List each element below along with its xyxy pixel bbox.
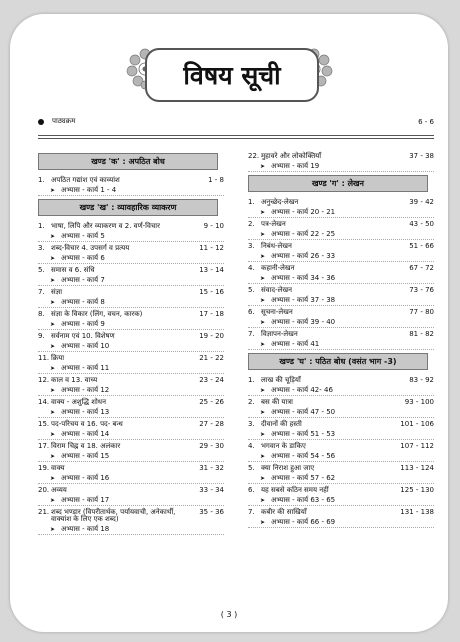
chapter-title: अनुच्छेद-लेखन: [261, 198, 299, 206]
section-heading: खण्ड 'घ' : पठित बोध (वसंत भाग -3): [248, 353, 428, 370]
arrow-right-icon: ➤: [260, 274, 266, 282]
chapter-title: समास व 6. संधि: [51, 266, 95, 274]
exercise-label: अभ्यास - कार्य 16: [61, 474, 110, 482]
chapter-pages: 101 - 106: [400, 420, 434, 428]
chapter-title: वाक्य: [51, 464, 65, 472]
toc-right-column: [248, 150, 434, 528]
chapter-number: 12.: [38, 376, 50, 384]
chapter-number: 6.: [248, 308, 255, 316]
chapter-pages: 93 - 100: [404, 398, 434, 406]
chapter-number: 5.: [248, 464, 255, 472]
exercise-entry: [38, 384, 224, 396]
chapter-number: 4.: [248, 442, 255, 450]
chapter-entry: [38, 264, 224, 274]
exercise-entry: [248, 228, 434, 240]
chapter-number: 4.: [248, 264, 255, 272]
chapter-title: अव्यय: [51, 486, 67, 494]
chapter-pages: 35 - 36: [199, 508, 224, 516]
exercise-entry: [248, 428, 434, 440]
arrow-right-icon: ➤: [260, 408, 266, 416]
chapter-pages: 125 - 130: [400, 486, 434, 494]
chapter-number: 1.: [38, 176, 45, 184]
chapter-pages: 73 - 76: [409, 286, 434, 294]
exercise-entry: [38, 523, 224, 535]
chapter-title: भगवान के डाकिए: [261, 442, 306, 450]
exercise-label: अभ्यास - कार्य 26 - 33: [271, 252, 336, 260]
arrow-right-icon: ➤: [50, 452, 56, 460]
exercise-label: अभ्यास - कार्य 54 - 56: [271, 452, 336, 460]
chapter-entry: [248, 374, 434, 384]
chapter-pages: 51 - 66: [409, 242, 434, 250]
chapter-entry: [248, 150, 434, 160]
exercise-label: अभ्यास - कार्य 9: [61, 320, 105, 328]
chapter-pages: 13 - 14: [199, 266, 224, 274]
exercise-entry: [248, 516, 434, 528]
exercise-label: अभ्यास - कार्य 22 - 25: [271, 230, 336, 238]
arrow-right-icon: ➤: [260, 162, 266, 170]
chapter-title: बस की यात्रा: [261, 398, 293, 406]
arrow-right-icon: ➤: [50, 276, 56, 284]
chapter-pages: 9 - 10: [203, 222, 224, 230]
chapter-title: लाख की चूड़ियाँ: [261, 376, 301, 384]
arrow-right-icon: ➤: [260, 518, 266, 526]
chapter-entry: [248, 440, 434, 450]
chapter-number: 20.: [38, 486, 50, 494]
exercise-entry: [38, 274, 224, 286]
chapter-pages: 33 - 34: [199, 486, 224, 494]
exercise-label: अभ्यास - कार्य 37 - 38: [271, 296, 336, 304]
chapter-entry: [248, 328, 434, 338]
chapter-title: सर्वनाम एवं 10. विशेषण: [51, 332, 115, 340]
exercise-label: अभ्यास - कार्य 51 - 53: [271, 430, 336, 438]
arrow-right-icon: ➤: [50, 474, 56, 482]
arrow-right-icon: ➤: [260, 252, 266, 260]
section-heading: खण्ड 'क' : अपठित बोध: [38, 153, 218, 170]
page-number: ( 3 ): [220, 610, 238, 619]
exercise-entry: [248, 206, 434, 218]
arrow-right-icon: ➤: [50, 408, 56, 416]
exercise-label: अभ्यास - कार्य 47 - 50: [271, 408, 336, 416]
chapter-entry: [38, 484, 224, 494]
arrow-right-icon: ➤: [260, 474, 266, 482]
arrow-right-icon: ➤: [50, 430, 56, 438]
chapter-entry: [38, 462, 224, 472]
chapter-entry: [38, 506, 224, 523]
chapter-entry: [38, 308, 224, 318]
arrow-right-icon: ➤: [50, 364, 56, 372]
chapter-pages: 11 - 12: [199, 244, 224, 252]
chapter-title: कबीर की साखियाँ: [261, 508, 307, 516]
chapter-pages: 83 - 92: [409, 376, 434, 384]
exercise-entry: [38, 450, 224, 462]
arrow-right-icon: ➤: [260, 296, 266, 304]
arrow-right-icon: ➤: [260, 430, 266, 438]
chapter-number: 22.: [248, 152, 260, 160]
exercise-entry: [38, 362, 224, 374]
arrow-right-icon: ➤: [50, 298, 56, 306]
exercise-label: अभ्यास - कार्य 42- 46: [271, 386, 333, 394]
chapter-entry: [248, 284, 434, 294]
chapter-entry: [248, 418, 434, 428]
exercise-label: अभ्यास - कार्य 5: [61, 232, 105, 240]
chapter-number: 1.: [38, 222, 45, 230]
exercise-label: अभ्यास - कार्य 20 - 21: [271, 208, 336, 216]
chapter-title: भाषा, लिपि और व्याकरण व 2. वर्ण-विचार: [51, 222, 160, 230]
chapter-title: यह सबसे कठिन समय नहीं: [261, 486, 329, 494]
exercise-entry: [38, 428, 224, 440]
exercise-label: अभ्यास - कार्य 57 - 62: [271, 474, 336, 482]
section-heading: खण्ड 'ग' : लेखन: [248, 175, 428, 192]
chapter-pages: 1 - 8: [208, 176, 224, 184]
chapter-entry: [248, 396, 434, 406]
chapter-pages: 77 - 80: [409, 308, 434, 316]
section-heading: खण्ड 'ख' : व्यावहारिक व्याकरण: [38, 199, 218, 216]
chapter-pages: 27 - 28: [199, 420, 224, 428]
chapter-number: 19.: [38, 464, 50, 472]
chapter-pages: 67 - 72: [409, 264, 434, 272]
arrow-right-icon: ➤: [260, 340, 266, 348]
exercise-label: अभ्यास - कार्य 41: [271, 340, 320, 348]
chapter-number: 7.: [248, 330, 255, 338]
chapter-title: संज्ञा के विकार (लिंग, वचन, कारक): [51, 310, 143, 318]
syllabus-row: [38, 117, 434, 126]
exercise-entry: [38, 472, 224, 484]
chapter-entry: [38, 374, 224, 384]
exercise-label: अभ्यास - कार्य 8: [61, 298, 105, 306]
exercise-label: अभ्यास - कार्य 1 - 4: [61, 186, 117, 194]
exercise-entry: [248, 160, 434, 172]
exercise-entry: [248, 406, 434, 418]
exercise-entry: [248, 384, 434, 396]
chapter-number: 3.: [248, 420, 255, 428]
chapter-pages: 23 - 24: [199, 376, 224, 384]
chapter-number: 1.: [248, 198, 255, 206]
toc-left-column: [38, 150, 224, 535]
exercise-label: अभ्यास - कार्य 17: [61, 496, 110, 504]
chapter-title: दीवानों की हस्ती: [261, 420, 302, 428]
chapter-pages: 39 - 42: [409, 198, 434, 206]
chapter-entry: [248, 240, 434, 250]
chapter-number: 9.: [38, 332, 45, 340]
chapter-number: 6.: [248, 486, 255, 494]
chapter-pages: 19 - 20: [199, 332, 224, 340]
arrow-right-icon: ➤: [50, 320, 56, 328]
arrow-right-icon: ➤: [260, 496, 266, 504]
exercise-label: अभ्यास - कार्य 19: [271, 162, 320, 170]
chapter-entry: [248, 262, 434, 272]
chapter-entry: [38, 396, 224, 406]
chapter-pages: 21 - 22: [199, 354, 224, 362]
chapter-pages: 31 - 32: [199, 464, 224, 472]
chapter-title: निबंध-लेखन: [261, 242, 292, 250]
chapter-number: 11.: [38, 354, 50, 362]
exercise-label: अभ्यास - कार्य 14: [61, 430, 110, 438]
chapter-number: 7.: [38, 288, 45, 296]
chapter-entry: [38, 418, 224, 428]
chapter-number: 3.: [248, 242, 255, 250]
chapter-entry: [38, 330, 224, 340]
chapter-title: अपठित गद्यांश एवं काव्यांश: [51, 176, 120, 184]
chapter-title: शब्द-विचार 4. उपसर्ग व प्रत्यय: [51, 244, 130, 252]
arrow-right-icon: ➤: [50, 496, 56, 504]
chapter-entry: [38, 286, 224, 296]
chapter-entry: [38, 174, 224, 184]
arrow-right-icon: ➤: [260, 208, 266, 216]
exercise-label: अभ्यास - कार्य 12: [61, 386, 110, 394]
chapter-title: संज्ञा: [51, 288, 63, 296]
exercise-label: अभ्यास - कार्य 15: [61, 452, 110, 460]
chapter-entry: [248, 462, 434, 472]
top-divider-2: [38, 138, 434, 139]
chapter-title: पत्र-लेखन: [261, 220, 286, 228]
chapter-number: 7.: [248, 508, 255, 516]
exercise-entry: [248, 294, 434, 306]
syllabus-label: पाठ्यक्रम: [52, 117, 76, 125]
arrow-right-icon: ➤: [260, 318, 266, 326]
chapter-title: विराम चिह्न व 18. अलंकार: [51, 442, 121, 450]
exercise-entry: [248, 472, 434, 484]
chapter-title: पद-परिचय व 16. पद- बन्ध: [51, 420, 123, 428]
chapter-pages: 131 - 138: [400, 508, 434, 516]
exercise-entry: [38, 252, 224, 264]
chapter-title: विज्ञापन-लेखन: [261, 330, 298, 338]
chapter-pages: 25 - 26: [199, 398, 224, 406]
chapter-pages: 43 - 50: [409, 220, 434, 228]
arrow-right-icon: ➤: [50, 525, 56, 533]
exercise-entry: [38, 230, 224, 242]
chapter-pages: 37 - 38: [409, 152, 434, 160]
chapter-number: 21.: [38, 508, 50, 516]
chapter-number: 15.: [38, 420, 50, 428]
chapter-title: कहानी-लेखन: [261, 264, 295, 272]
chapter-entry: [248, 196, 434, 206]
exercise-entry: [38, 296, 224, 308]
chapter-entry: [38, 352, 224, 362]
chapter-title: शब्द भण्डार (विपरीतार्थक, पर्यायवाची, अनेकार्थी, वाक्यांश के लिए एक शब्द): [51, 508, 176, 523]
chapter-title: काल व 13. वाच्य: [51, 376, 98, 384]
chapter-title: सूचना-लेखन: [261, 308, 293, 316]
chapter-pages: 81 - 82: [409, 330, 434, 338]
chapter-entry: [38, 220, 224, 230]
chapter-title: क्या निराश हुआ जाए: [261, 464, 315, 472]
chapter-pages: 29 - 30: [199, 442, 224, 450]
chapter-number: 2.: [248, 220, 255, 228]
arrow-right-icon: ➤: [50, 342, 56, 350]
arrow-right-icon: ➤: [50, 254, 56, 262]
chapter-entry: [248, 306, 434, 316]
exercise-label: अभ्यास - कार्य 13: [61, 408, 110, 416]
chapter-number: 1.: [248, 376, 255, 384]
exercise-label: अभ्यास - कार्य 39 - 40: [271, 318, 336, 326]
chapter-entry: [248, 484, 434, 494]
exercise-entry: [38, 340, 224, 352]
arrow-right-icon: ➤: [50, 186, 56, 194]
exercise-label: अभ्यास - कार्य 10: [61, 342, 110, 350]
exercise-entry: [38, 184, 224, 196]
arrow-right-icon: ➤: [260, 452, 266, 460]
exercise-entry: [38, 494, 224, 506]
chapter-entry: [38, 440, 224, 450]
exercise-entry: [38, 318, 224, 330]
chapter-pages: 113 - 124: [400, 464, 434, 472]
exercise-label: अभ्यास - कार्य 7: [61, 276, 105, 284]
exercise-label: अभ्यास - कार्य 34 - 36: [271, 274, 336, 282]
chapter-title: वाक्य - अशुद्धि शोधन: [51, 398, 106, 406]
chapter-number: 5.: [38, 266, 45, 274]
arrow-right-icon: ➤: [50, 386, 56, 394]
exercise-entry: [248, 338, 434, 350]
chapter-entry: [248, 218, 434, 228]
chapter-number: 2.: [248, 398, 255, 406]
exercise-entry: [248, 494, 434, 506]
chapter-number: 3.: [38, 244, 45, 252]
exercise-entry: [248, 450, 434, 462]
chapter-number: 8.: [38, 310, 45, 318]
page-title: विषय सूची: [145, 48, 319, 102]
chapter-pages: 107 - 112: [400, 442, 434, 450]
chapter-number: 5.: [248, 286, 255, 294]
exercise-entry: [248, 250, 434, 262]
chapter-number: 17.: [38, 442, 50, 450]
chapter-entry: [38, 242, 224, 252]
chapter-title: संवाद-लेखन: [261, 286, 293, 294]
chapter-title: क्रिया: [51, 354, 65, 362]
bullet-icon: [38, 119, 44, 125]
exercise-label: अभ्यास - कार्य 66 - 69: [271, 518, 336, 526]
top-divider: [38, 135, 434, 136]
exercise-label: अभ्यास - कार्य 18: [61, 525, 110, 533]
chapter-title: मुहावरे और लोकोक्तियाँ: [261, 152, 322, 160]
chapter-pages: 15 - 16: [199, 288, 224, 296]
exercise-entry: [248, 316, 434, 328]
chapter-number: 14.: [38, 398, 50, 406]
exercise-label: अभ्यास - कार्य 63 - 65: [271, 496, 336, 504]
toc-page: [10, 14, 448, 632]
arrow-right-icon: ➤: [260, 386, 266, 394]
syllabus-pages: 6 - 6: [418, 117, 434, 126]
exercise-entry: [38, 406, 224, 418]
arrow-right-icon: ➤: [50, 232, 56, 240]
exercise-label: अभ्यास - कार्य 6: [61, 254, 105, 262]
arrow-right-icon: ➤: [260, 230, 266, 238]
exercise-label: अभ्यास - कार्य 11: [61, 364, 110, 372]
chapter-pages: 17 - 18: [199, 310, 224, 318]
chapter-entry: [248, 506, 434, 516]
exercise-entry: [248, 272, 434, 284]
